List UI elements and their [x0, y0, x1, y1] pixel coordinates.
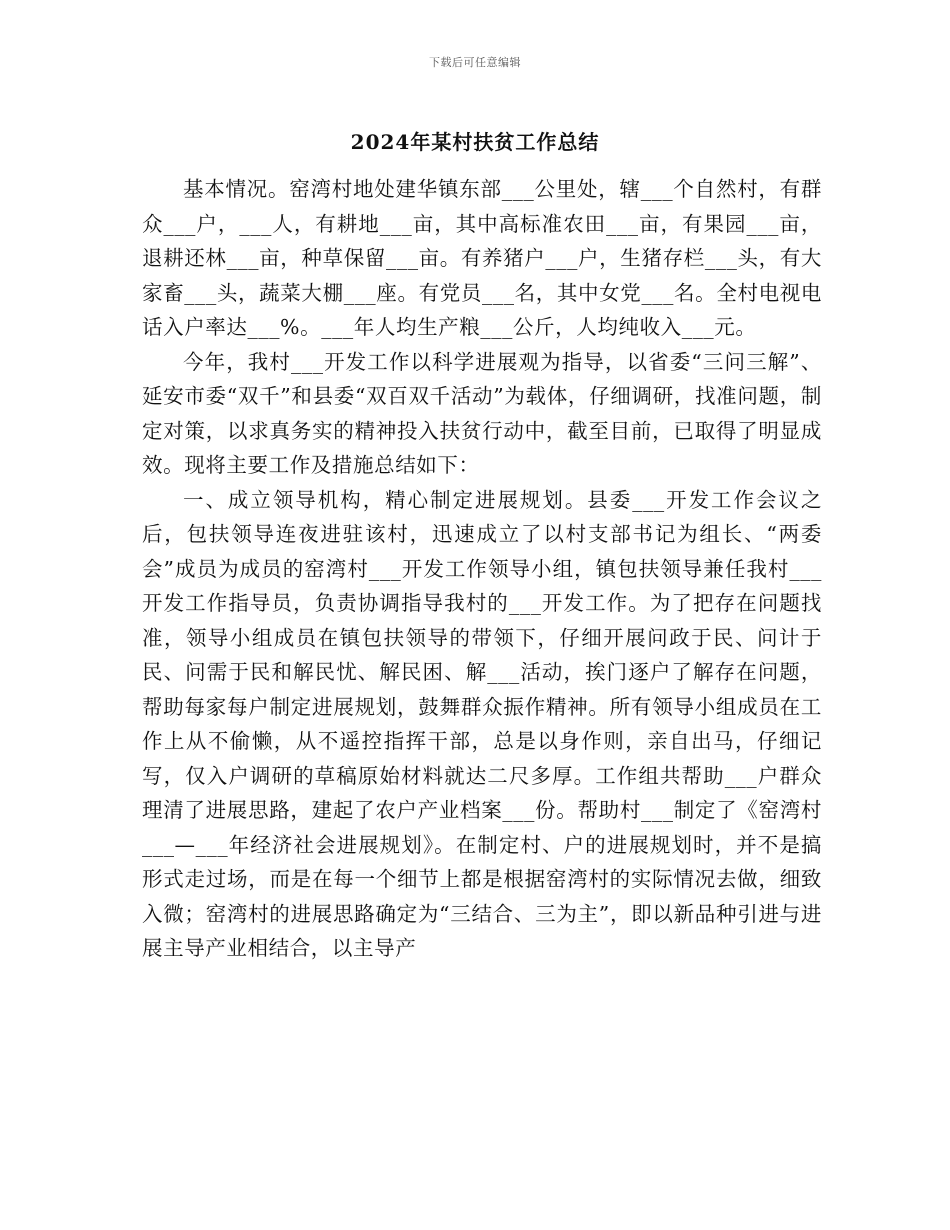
document-title: 2024年某村扶贫工作总结 [350, 130, 600, 154]
header-note: 下载后可任意编辑 [429, 56, 521, 69]
paragraph-section-one: 一、成立领导机构，精心制定进展规划。县委___开发工作会议之后，包扶领导连夜进驻该村，迅速成立了以村支部书记为组长、“两委会”成员为成员的窑湾村___开发工作领导小组，镇包扶领导兼任我村___开发工作指导员，负责协调指导我村的___开发工作。为了把存在问题找准，领导小组成员在镇包扶领导的带领下，仔细开展问政于民、问计于民、问需于民和解民忧、解民困、解___活动，挨门逐户了解存在问题，帮助每家每户制定进展规划，鼓舞群众振作精神。所有领导小组成员在工作上从不偷懒，从不遥控指挥干部，总是以身作则，亲自出马，仔细记写，仅入户调研的草稿原始材料就达二尺多厚。工作组共帮助___户群众理清了进展思路，建起了农户产业档案___份。帮助村___制定了《窑湾村___—___年经济社会进展规划》。在制定村、户的进展规划时，并不是搞形式走过场，而是在每一个细节上都是根据窑湾村的实际情况去做，细致入微；窑湾村的进展思路确定为“三结合、三为主”，即以新品种引进与进展主导产业相结合，以主导产 [142, 487, 822, 960]
paragraph-introduction: 今年，我村___开发工作以科学进展观为指导，以省委“三问三解”、延安市委“双千”和县委“双百双千活动”为载体，仔细调研，找准问题，制定对策，以求真务实的精神投入扶贫行动中，截至目前，已取得了明显成效。现将主要工作及措施总结如下： [142, 349, 822, 477]
paragraph-basic-situation: 基本情况。窑湾村地处建华镇东部___公里处，辖___个自然村，有群众___户，___人，有耕地___亩，其中高标准农田___亩，有果园___亩，退耕还林___亩，种草保留___亩。有养猪户___户，生猪存栏___头，有大家畜___头，蔬菜大棚___座。有党员___名，其中女党___名。全村电视电话入户率达___%。___年人均生产粮___公斤，人均纯收入___元。 [142, 177, 822, 339]
document-body [142, 172, 822, 966]
